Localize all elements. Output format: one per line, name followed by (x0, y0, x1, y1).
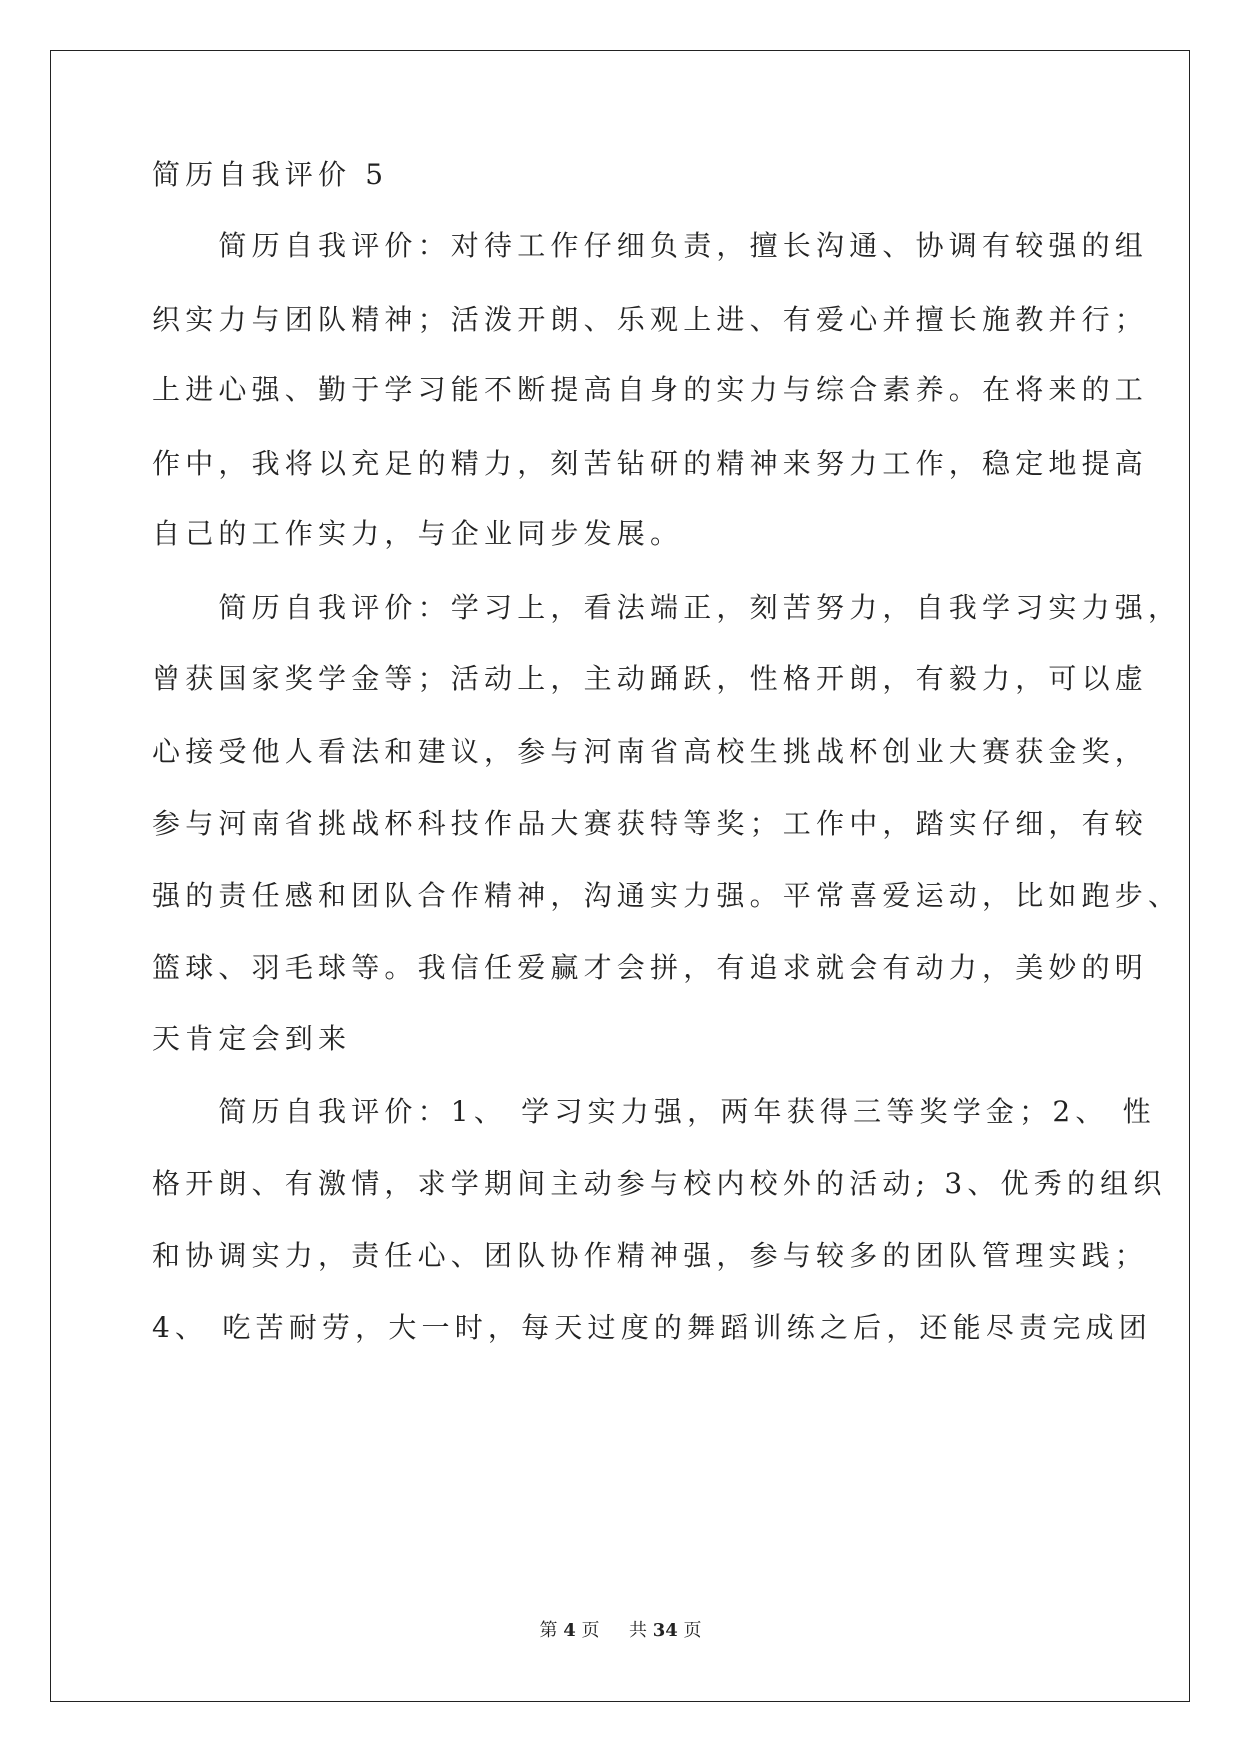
document-title: 简历自我评价 5 (152, 158, 389, 191)
paragraph-line: 4、 吃苦耐劳，大一时，每天过度的舞蹈训练之后，还能尽责完成团 (152, 1311, 1152, 1344)
paragraph-line: 曾获国家奖学金等；活动上，主动踊跃，性格开朗，有毅力，可以虚 (152, 662, 1149, 695)
paragraph-line: 参与河南省挑战杯科技作品大赛获特等奖；工作中，踏实仔细，有较 (152, 807, 1149, 840)
total-pages: 34 (652, 1620, 678, 1641)
paragraph-line: 天肯定会到来 (152, 1022, 352, 1055)
paragraph-line: 简历自我评价：对待工作仔细负责，擅长沟通、协调有较强的组 (152, 229, 1149, 262)
paragraph-line: 和协调实力，责任心、团队协作精神强，参与较多的团队管理实践； (152, 1239, 1149, 1272)
paragraph-line: 心接受他人看法和建议，参与河南省高校生挑战杯创业大赛获金奖， (152, 735, 1149, 768)
paragraph-line: 简历自我评价：1、 学习实力强，两年获得三等奖学金；2、 性 (152, 1095, 1156, 1128)
paragraph-line: 篮球、羽毛球等。我信任爱赢才会拼，有追求就会有动力，美妙的明 (152, 951, 1149, 984)
paragraph-line: 作中，我将以充足的精力，刻苦钻研的精神来努力工作，稳定地提高 (152, 447, 1149, 480)
page-frame (50, 50, 1190, 1702)
total-prefix: 共 (628, 1620, 647, 1641)
paragraph-line: 强的责任感和团队合作精神，沟通实力强。平常喜爱运动，比如跑步、 (152, 879, 1182, 912)
paragraph-line: 简历自我评价：学习上，看法端正，刻苦努力，自我学习实力强， (152, 591, 1182, 624)
page-number: 4 (563, 1620, 576, 1641)
page-indicator (0, 1616, 1241, 1642)
page-prefix: 第 (539, 1620, 558, 1641)
paragraph-line: 格开朗、有激情，求学期间主动参与校内校外的活动; 3、优秀的组织 (152, 1167, 1167, 1200)
paragraph-line: 上进心强、勤于学习能不断提高自身的实力与综合素养。在将来的工 (152, 373, 1149, 406)
total-suffix: 页 (683, 1620, 702, 1641)
paragraph-line: 织实力与团队精神；活泼开朗、乐观上进、有爱心并擅长施教并行； (152, 303, 1149, 336)
paragraph-line: 自己的工作实力，与企业同步发展。 (152, 517, 684, 550)
page-suffix: 页 (581, 1620, 600, 1641)
